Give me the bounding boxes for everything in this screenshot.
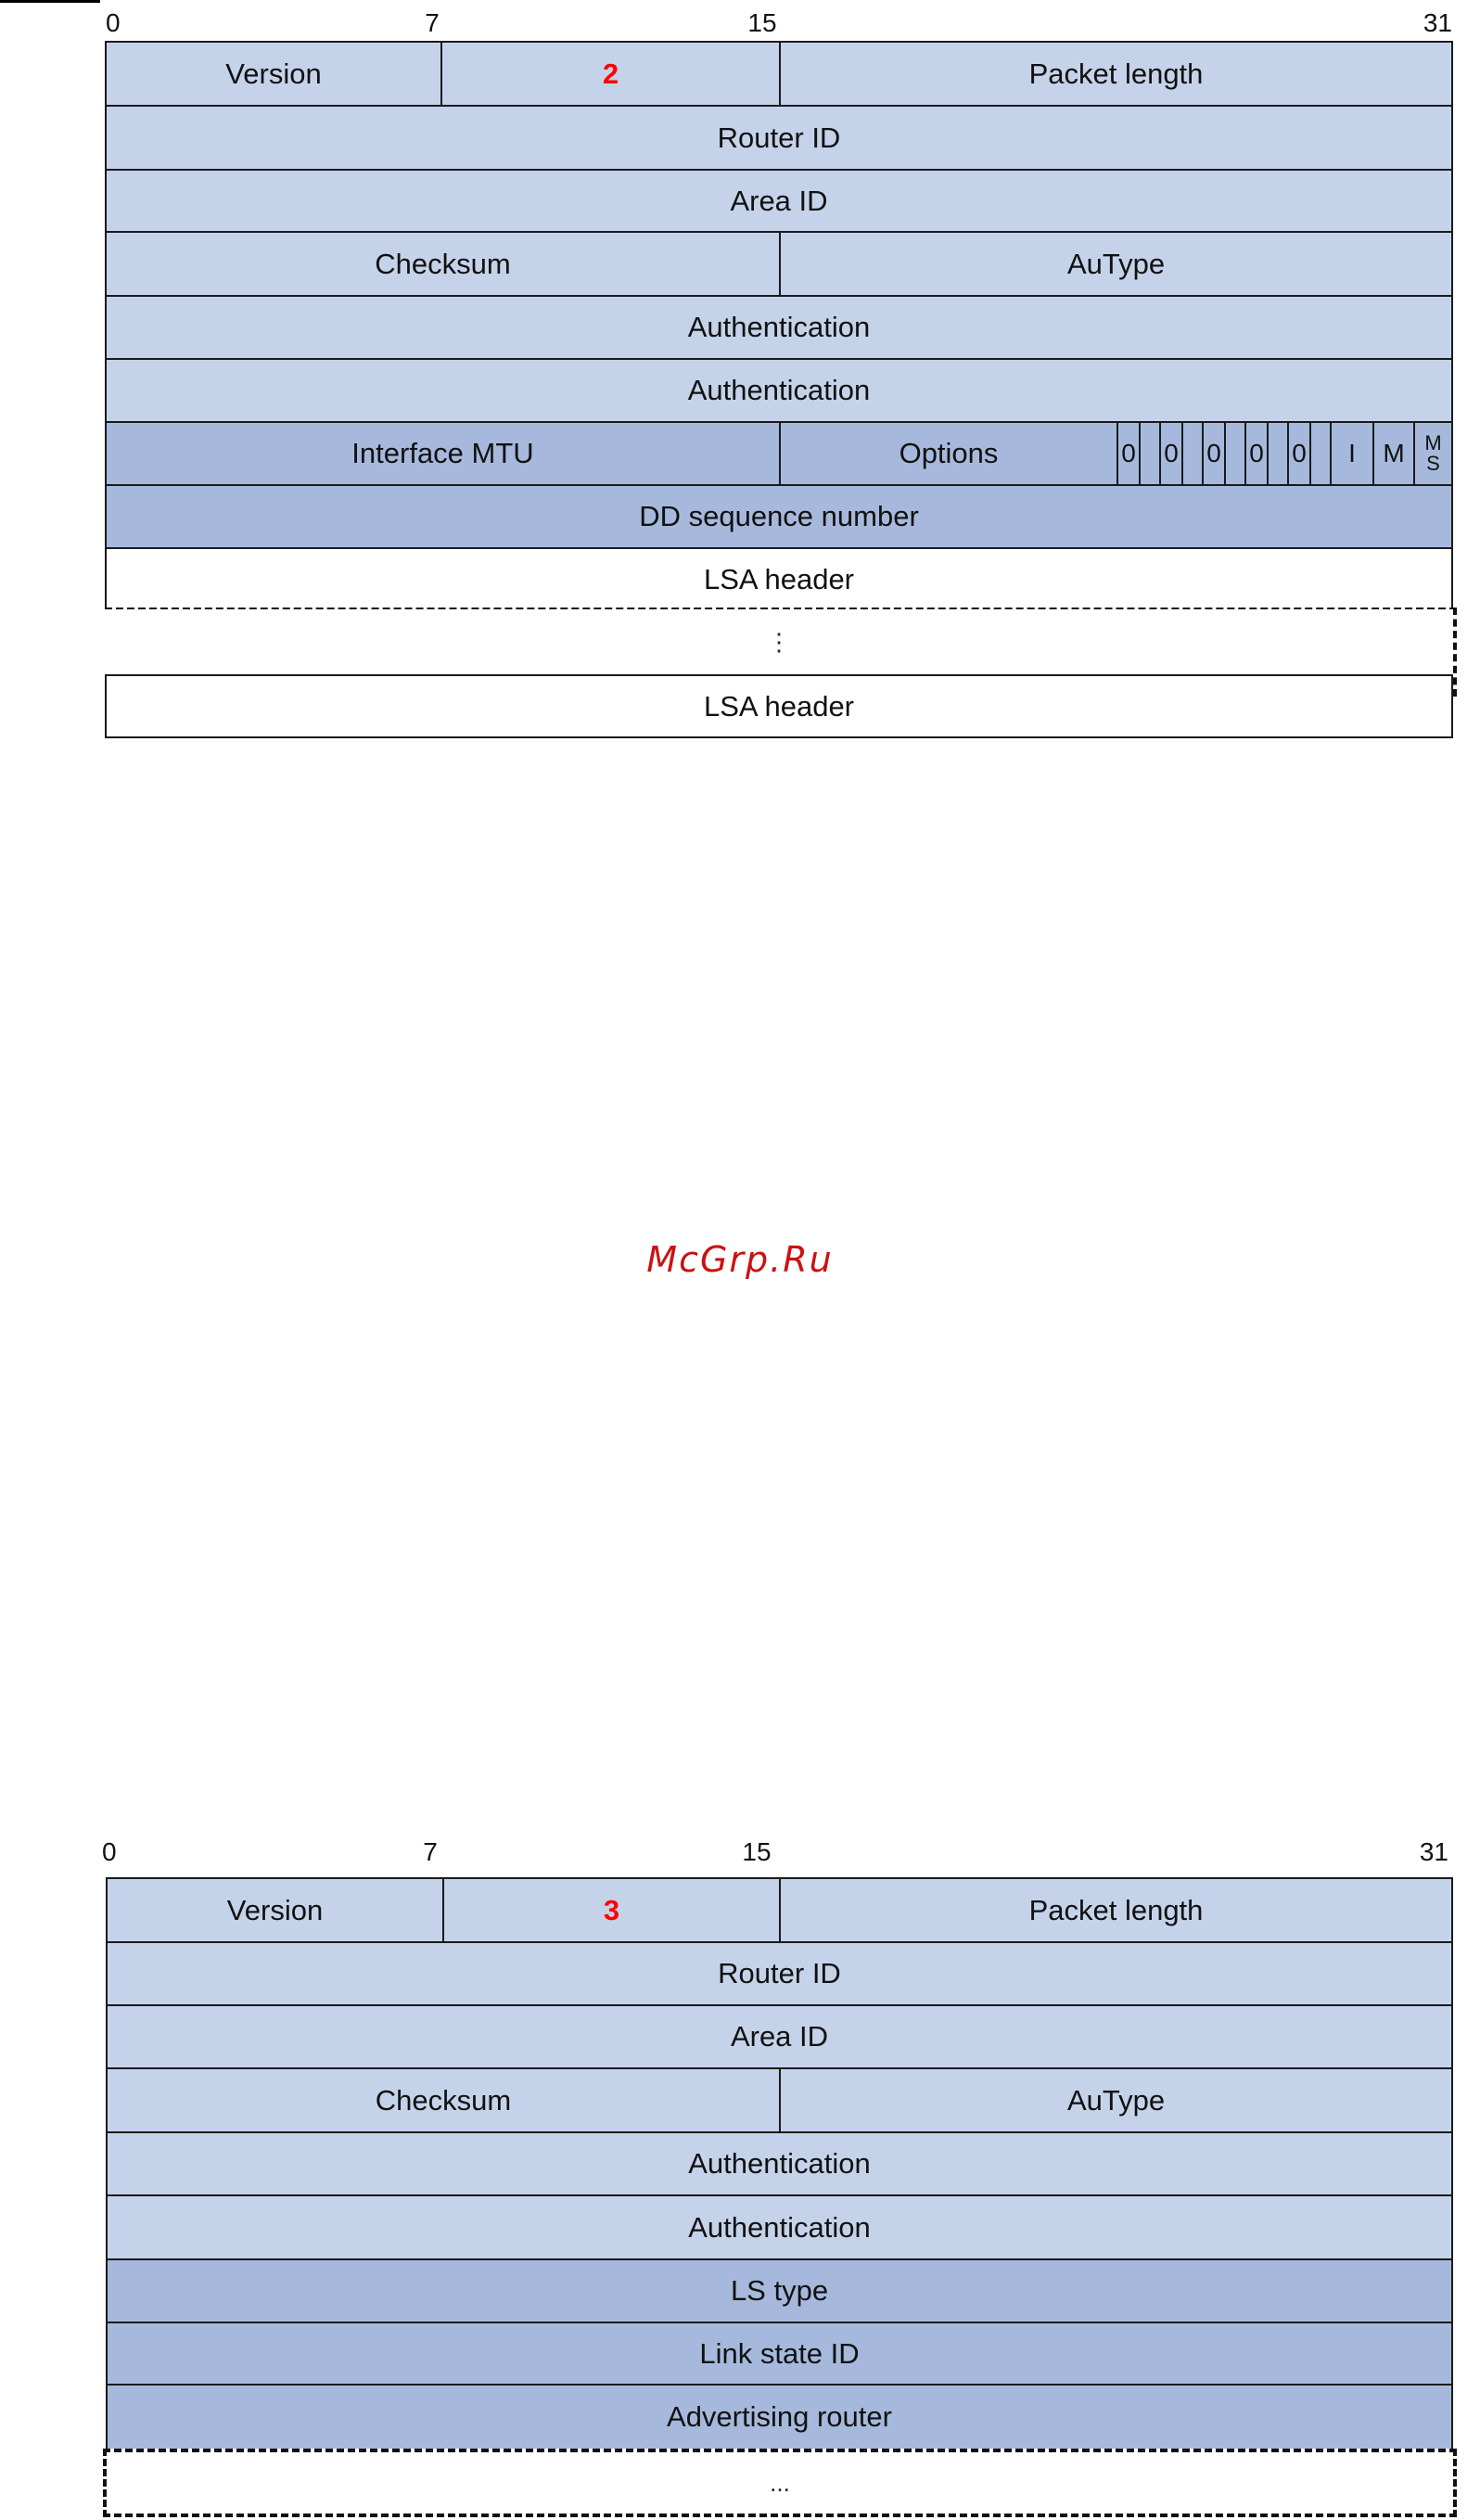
version-field: Version bbox=[105, 41, 442, 107]
type-field: 2 bbox=[440, 41, 781, 107]
interface-mtu-field: Interface MTU bbox=[105, 421, 781, 486]
flag-bit-i: I bbox=[1330, 421, 1374, 486]
flag-bit-ms-top: M bbox=[1424, 431, 1442, 454]
router-id-field: Router ID bbox=[106, 1941, 1453, 2006]
flag-gap bbox=[1139, 421, 1161, 486]
bit-label-15: 15 bbox=[742, 1837, 772, 1866]
authentication-field-1: Authentication bbox=[105, 295, 1453, 360]
top-rule bbox=[0, 0, 100, 3]
bit-label-0: 0 bbox=[102, 1837, 117, 1866]
continuation-ellipsis: ... bbox=[108, 2452, 1452, 2514]
flag-bit-0a: 0 bbox=[1116, 421, 1141, 486]
lsa-header-field-1: LSA header bbox=[105, 547, 1453, 611]
dd-sequence-number-field: DD sequence number bbox=[105, 484, 1453, 549]
bit-label-7: 7 bbox=[423, 1837, 438, 1866]
type-field: 3 bbox=[442, 1877, 781, 1943]
flag-bit-0b: 0 bbox=[1159, 421, 1183, 486]
flag-gap bbox=[1267, 421, 1289, 486]
packet-length-field: Packet length bbox=[779, 41, 1453, 107]
checksum-field: Checksum bbox=[105, 231, 781, 297]
area-id-field: Area ID bbox=[105, 169, 1453, 233]
bit-label-31: 31 bbox=[1423, 8, 1452, 37]
lsa-header-field-2: LSA header bbox=[105, 674, 1453, 738]
flag-gap bbox=[1181, 421, 1204, 486]
authentication-field-2: Authentication bbox=[106, 2194, 1453, 2260]
authentication-field-2: Authentication bbox=[105, 358, 1453, 423]
flag-bit-m: M bbox=[1372, 421, 1415, 486]
bit-label-0: 0 bbox=[106, 8, 121, 37]
advertising-router-field: Advertising router bbox=[106, 2384, 1453, 2450]
checksum-field: Checksum bbox=[106, 2067, 781, 2133]
options-field: Options bbox=[779, 421, 1118, 486]
autype-field: AuType bbox=[779, 2067, 1453, 2133]
flag-gap bbox=[1224, 421, 1246, 486]
flag-bit-ms-bottom: S bbox=[1426, 452, 1440, 475]
lsa-header-ellipsis: ⋮ bbox=[105, 609, 1453, 674]
flag-bit-ms bbox=[1413, 421, 1453, 486]
flag-gap bbox=[1309, 421, 1332, 486]
authentication-field-1: Authentication bbox=[106, 2131, 1453, 2196]
area-id-field: Area ID bbox=[106, 2004, 1453, 2069]
router-id-field: Router ID bbox=[105, 105, 1453, 171]
packet-length-field: Packet length bbox=[779, 1877, 1453, 1943]
bit-label-15: 15 bbox=[747, 8, 777, 37]
flag-bit-0c: 0 bbox=[1202, 421, 1226, 486]
watermark-text: McGrp.Ru bbox=[646, 1239, 834, 1280]
version-field: Version bbox=[106, 1877, 444, 1943]
bit-label-31: 31 bbox=[1419, 1837, 1448, 1866]
flag-bit-0e: 0 bbox=[1287, 421, 1311, 486]
link-state-id-field: Link state ID bbox=[106, 2322, 1453, 2386]
bit-label-7: 7 bbox=[425, 8, 440, 37]
ls-type-field: LS type bbox=[106, 2258, 1453, 2323]
autype-field: AuType bbox=[779, 231, 1453, 297]
flag-bit-0d: 0 bbox=[1244, 421, 1269, 486]
